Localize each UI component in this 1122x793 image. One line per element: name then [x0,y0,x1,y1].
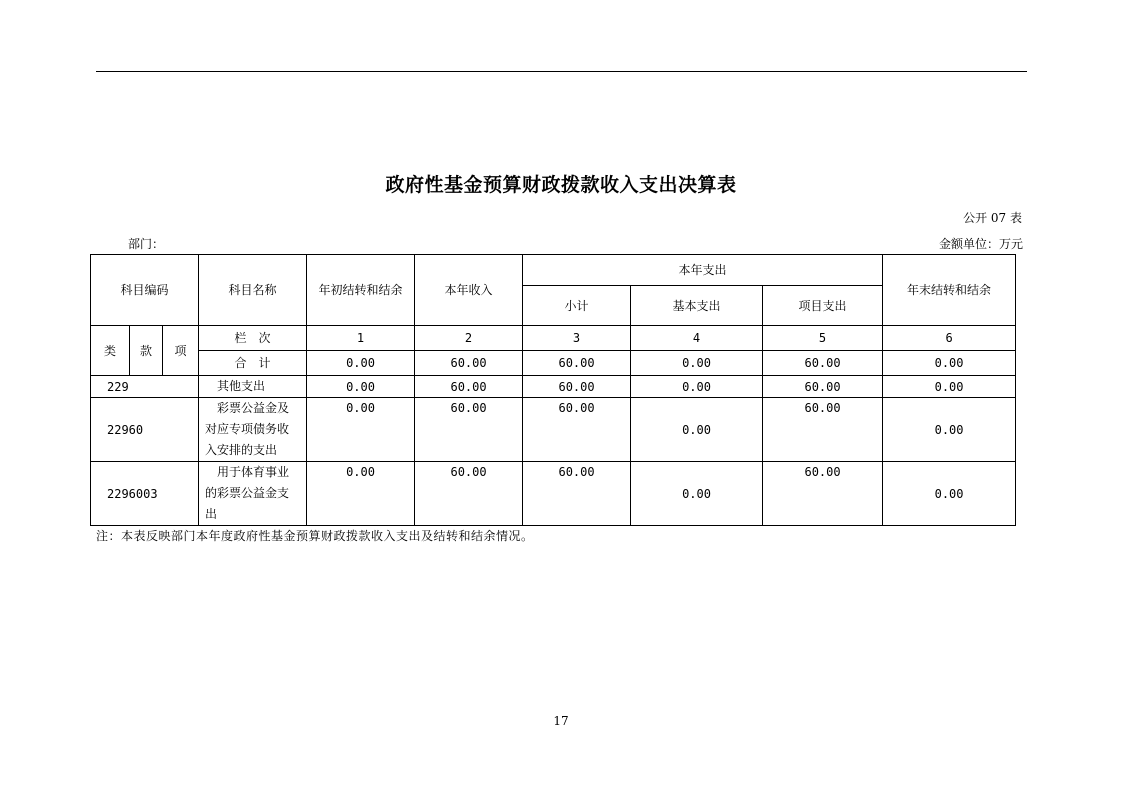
column-index: 2 [415,326,523,351]
cell-value: 60.00 [523,376,631,398]
subject-name-line: 出 [205,507,218,521]
subject-name [199,462,307,526]
subject-name-line: 对应专项债务收 [205,422,290,436]
table-row [91,398,1016,462]
header-xiang: 项 [163,326,199,376]
column-index: 3 [523,326,631,351]
total-value: 60.00 [523,351,631,376]
cell-value: 0.00 [631,376,763,398]
header-kuan: 款 [130,326,163,376]
header-income: 本年收入 [415,255,523,326]
cell-value: 0.00 [307,398,415,462]
top-rule [96,71,1027,72]
total-row [91,351,1016,376]
subject-name-line: 彩票公益金及 [217,401,290,415]
total-value: 0.00 [883,351,1016,376]
total-value: 60.00 [763,351,883,376]
cell-value: 60.00 [763,398,883,462]
subject-name-line: 其他支出 [217,379,266,393]
cell-value: 0.00 [631,462,763,526]
subject-name [199,376,307,398]
total-value: 0.00 [631,351,763,376]
table-row [91,376,1016,398]
subject-name [199,398,307,462]
header-subtotal: 小计 [523,286,631,326]
header-begin-balance: 年初结转和结余 [307,255,415,326]
amount-unit-label: 金额单位：万元 [938,237,1023,251]
column-index: 6 [883,326,1016,351]
cell-value: 0.00 [883,398,1016,462]
cell-value: 60.00 [415,462,523,526]
header-end-balance: 年末结转和结余 [883,255,1016,326]
cell-value: 0.00 [883,376,1016,398]
cell-value: 0.00 [307,376,415,398]
cell-value: 60.00 [763,462,883,526]
subject-name-line: 入安排的支出 [205,443,278,457]
column-index: 5 [763,326,883,351]
header-lei: 类 [91,326,130,376]
form-number: 公开 07 表 [963,211,1022,225]
table-row [91,462,1016,526]
header-subject-code: 科目编码 [91,255,199,326]
header-subject-name: 科目名称 [199,255,307,326]
column-index-label: 栏 次 [199,326,307,351]
cell-value: 60.00 [415,376,523,398]
table-note: 注：本表反映部门本年度政府性基金预算财政拨款收入支出及结转和结余情况。 [96,529,534,543]
budget-table [90,254,1016,526]
total-value: 60.00 [415,351,523,376]
cell-value: 60.00 [763,376,883,398]
header-expense-group: 本年支出 [523,255,883,286]
page-title: 政府性基金预算财政拨款收入支出决算表 [385,174,737,196]
subject-name-line: 的彩票公益金支 [205,486,290,500]
total-value: 0.00 [307,351,415,376]
header-basic-expense: 基本支出 [631,286,763,326]
cell-value: 60.00 [523,398,631,462]
header-project-expense: 项目支出 [763,286,883,326]
cell-value: 0.00 [883,462,1016,526]
cell-value: 60.00 [523,462,631,526]
cell-value: 0.00 [307,462,415,526]
cell-value: 60.00 [415,398,523,462]
column-index: 4 [631,326,763,351]
subject-code: 22960 [91,398,199,462]
subject-code: 2296003 [91,462,199,526]
column-index: 1 [307,326,415,351]
page-number: 17 [553,714,569,728]
subject-name-line: 用于体育事业 [217,465,290,479]
cell-value: 0.00 [631,398,763,462]
total-label: 合 计 [199,351,307,376]
department-label: 部门： [128,237,165,251]
subject-code: 229 [91,376,199,398]
